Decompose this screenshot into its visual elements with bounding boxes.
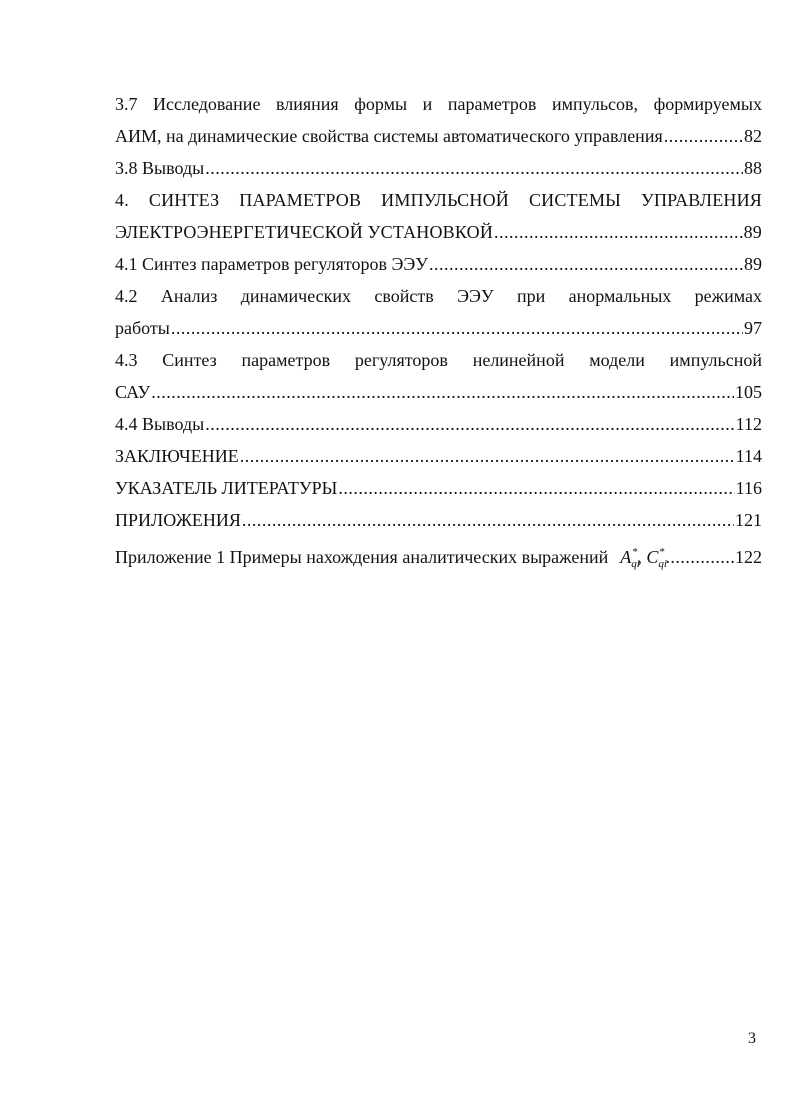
toc-leader-dots [240, 440, 735, 472]
toc-entry-4-1 [115, 248, 762, 280]
toc-entry-3-8 [115, 152, 762, 184]
toc-page-number: 122 [735, 547, 762, 567]
toc-entry-text: ЭЛЕКТРОЭНЕРГЕТИЧЕСКОЙ УСТАНОВКОЙ [115, 222, 494, 242]
toc-entry-text: УКАЗАТЕЛЬ ЛИТЕРАТУРЫ [115, 478, 338, 498]
toc-entry-text: 4.4 Выводы [115, 414, 205, 434]
toc-entry-text: ПРИЛОЖЕНИЯ [115, 510, 241, 530]
toc-entry-text: АИМ, на динамические свойства системы автоматического управления [115, 126, 663, 146]
toc-leader-dots [242, 504, 734, 536]
page-number: 3 [748, 1030, 756, 1047]
toc-page-number: 89 [743, 222, 762, 242]
toc-entry-4-3-line2 [115, 376, 762, 408]
math-symbol-c: C [646, 547, 659, 567]
toc-entry-4-3-line1: 4.3 Синтез параметров регуляторов нелинейной модели импульсной [115, 350, 762, 370]
toc-page-number: 97 [744, 318, 762, 338]
math-symbol-a: A [620, 547, 632, 567]
toc-entry-3-7-line1: 3.7 Исследование влияния формы и параметров импульсов, формируемых [115, 94, 762, 114]
table-of-contents [115, 88, 762, 568]
toc-page-number: 116 [735, 478, 762, 498]
toc-entry-text: 3.8 Выводы [115, 158, 205, 178]
toc-leader-dots [171, 312, 743, 344]
toc-entry-text: 4.1 Синтез параметров регуляторов ЭЭУ [115, 254, 429, 274]
toc-entry-4-line1: 4. СИНТЕЗ ПАРАМЕТРОВ ИМПУЛЬСНОЙ СИСТЕМЫ УПРАВЛЕНИЯ [115, 190, 762, 210]
toc-leader-dots [494, 216, 743, 248]
toc-page-number: 82 [744, 126, 762, 146]
math-subscript: qi [658, 558, 667, 570]
toc-entry-appendix-1 [115, 536, 762, 568]
toc-entry-references [115, 472, 762, 504]
toc-leader-dots [205, 408, 734, 440]
toc-entry-4-4 [115, 408, 762, 440]
toc-page-number: 88 [744, 158, 762, 178]
toc-page-number: 89 [744, 254, 762, 274]
toc-entry-text: САУ [115, 382, 151, 402]
math-separator: , [637, 547, 642, 567]
toc-entry-4-2-line1: 4.2 Анализ динамических свойств ЭЭУ при анормальных режимах [115, 286, 762, 306]
toc-entry-3-7-line2 [115, 120, 762, 152]
toc-entry-appendices [115, 504, 762, 536]
toc-page-number: 121 [735, 510, 762, 530]
toc-page-number: 114 [735, 446, 762, 466]
toc-entry-4-2-line2 [115, 312, 762, 344]
toc-entry-text: Приложение 1 Примеры нахождения аналитических выражений [115, 547, 609, 567]
toc-leader-dots [338, 472, 734, 504]
toc-entry-text: ЗАКЛЮЧЕНИЕ [115, 446, 239, 466]
math-subscript: qi [631, 558, 640, 570]
toc-entry-text: работы [115, 318, 170, 338]
toc-leader-dots [205, 152, 743, 184]
toc-leader-dots [151, 376, 734, 408]
math-expression [620, 536, 667, 580]
toc-leader-dots [665, 541, 734, 573]
toc-entry-conclusion [115, 440, 762, 472]
toc-page-number: 105 [735, 382, 762, 402]
math-superscript: * [658, 546, 665, 558]
toc-page-number: 112 [735, 414, 762, 434]
toc-entry-4-line2 [115, 216, 762, 248]
math-superscript: * [631, 546, 638, 558]
toc-leader-dots [429, 248, 743, 280]
toc-leader-dots [664, 120, 743, 152]
